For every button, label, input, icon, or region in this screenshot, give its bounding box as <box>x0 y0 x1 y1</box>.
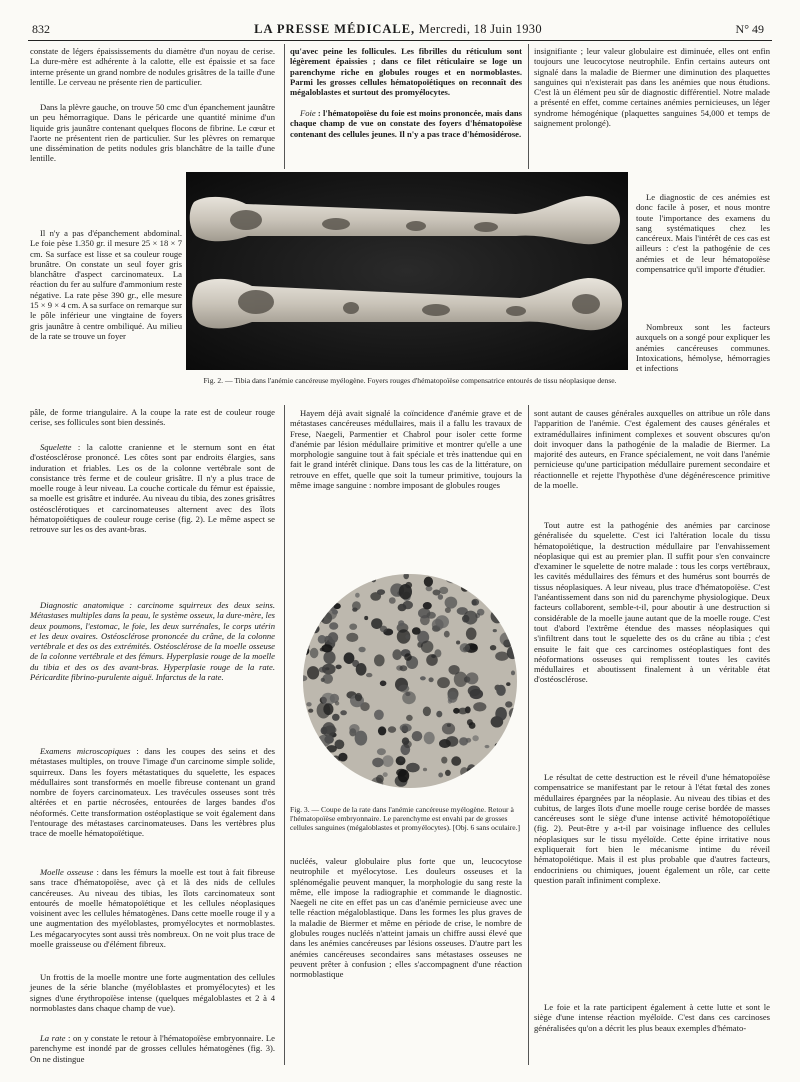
tibia-illustration <box>186 172 628 370</box>
journal-name: LA PRESSE MÉDICALE, <box>254 22 416 36</box>
column-rule-4 <box>528 405 529 1065</box>
issue-date: Mercredi, 18 Juin 1930 <box>418 22 542 36</box>
col3-para-pathogenie: Tout autre est la pathogénie des anémies par carcinose généralisée du squelette. C'est ici l'altération locale du tissu hématopoïétique, la destruction médullaire par l'envahissement néoplasique qui est au premier plan. Il suffit pour s'en convaincre d'examiner le squelette de notre malade : tous les corps vertébraux, les cavités médullaires des fémurs et des humérus sont bourrés de tissus néoplasiques. A leur niveau, plus trace d'hématopoïèse. C'est l'anéantissement dans son nid du parenchyme physiologique. Deux facteurs collaborent, semble-t-il, pour aboutir à une destruction si considérable de la moelle jaune autant que de la moelle rouge. C'est tout d'abord l'extrême étendue des masses néoplasiques qui s'infiltrent dans tout le squelette des os du crâne au tibia ; c'est ensuite le fait que ces carcinomes ostéoplastiques font des néoformations osseuses qui remplissent toutes les cavités médullaires et aboutissent finalement à un véritable état d'ostéosclérose. <box>534 520 770 685</box>
col3-para-resultat: Le résultat de cette destruction est le réveil d'une hématopoïèse compensatrice se manifestant par le retour à l'état fœtal des zones médullaires épargnées par la néoplasie. Au niveau des tibias et des cubitus, de larges îlots d'une moelle rouge cerise bordée de masses cancéreuses sont le siège d'une intense activité hémotopoïétique (fig. 2). Peut-être y a-t-il par voisinage influence des cellules néoplasiques sur le tissu myéloïde. Cette épine irritative nous expliquerait fort bien le mécanisme intime du réveil hématopoïétique. Mais il est plus probable que d'autres facteurs, endocriniens ou chimiques, jouent également un rôle, car cette question paraît infiniment complexe. <box>534 772 770 885</box>
page-header <box>28 22 768 40</box>
col2-para-1: qu'avec peine les follicules. Les fibrilles du réticulum sont légèrement épaissies ; dans ce filet réticulaire se loge un parenchyme riche en globules rouges et en normoblastes. Parmi les grosses cellules hématopoïétiques on reconnaît des mégaloblastes et surtout des promyélocytes. <box>290 46 522 98</box>
col3-para-causes: sont autant de causes générales auxquelles on attribue un rôle dans l'apparition de l'anémie. C'est également des causes générales et extramédullaires infiniment complexes et souvent obscures qu'on doit invoquer dans la pathogénie de la maladie de Biermer. La majorité des auteurs, en France spécialement, ne voit dans l'anémie pernicieuse qu'une participation médullaire purement secondaire et réactionnelle et rejette l'hypothèse d'une dégénérescence primitive de la moelle. <box>534 408 770 491</box>
col1-diagnostic: Diagnostic anatomique : carcinome squirreux des deux seins. Métastases multiples dans la peau, le système osseux, la dure-mère, les deux poumons, l'estomac, le foie, les deux surrénales, le corps utérin et les deux ovaires. Ostéosclérose prononcée du crâne, de la colonne vertébrale et des os des extrémités. Ostéosclérose de la moelle osseuse de la colonne vertébrale et des fémurs. Hyperplasie rouge de la moelle du tibia et des os des avant-bras. Hyperplasie rouge de la rate. Péricardite fibrino-purulente aiguë. Infarctus de la rate. <box>30 600 275 683</box>
col1-para-1: constate de légers épaississements du diamètre d'un noyau de cerise. La dure-mère est adhérente à la calotte, elle est épaissie et sa face interne présente un grand nombre de nodules grisâtres de la taille d'une lentille. Le cerveau ne présente rien de particulier. <box>30 46 275 87</box>
col2-para-hayem: Hayem déjà avait signalé la coïncidence d'anémie grave et de métastases cancéreuses médullaires, mais il a fallu les travaux de Frese, Naegeli, Parmentier et Chabrol pour isoler cette forme d'anémie par lésion médullaire primitive et montrer qu'elle a une morphologie sanguine tout à fait spéciale et très inattendue qui en fait le grand intérêt clinique. Dans tous les cas de la littérature, on retrouve en effet, quelle que soit la tumeur primitive, toujours la même image sanguine : nombre imposant de globules rouges <box>290 408 522 491</box>
col3-para-2: Le diagnostic de ces anémies est donc facile à poser, et nous montre toute l'importance des examens du sang systématiques chez les cancéreux. Mais l'intérêt de ces cas est ailleurs : c'est la pathogénie de ces anémies et de leur hématopoïèse compensatrice qu'il importe d'étudier. <box>636 192 770 275</box>
column-rule-2 <box>528 44 529 169</box>
col2-para-bottom: nucléés, valeur globulaire plus forte que un, leucocytose neutrophile et myélocytose. Les douleurs osseuses et la splénomégalie peuvent manquer, la morphologie du sang reste la même, elle impose la radiographie et commande le diagnostic. Naegeli ne cite en effet pas un cas d'anémie pernicieuse avec une telle réaction mégaloblastique. Dans les formes les plus graves de la maladie de Biermer et même en période de crise, le nombre de globules rouges nucléés n'atteint jamais un chiffre aussi élevé que dans les anémies cancéreuses par lésions osseuses. D'autre part les anémies cancéreuses secondaires sans métastases osseuses ne peuvent prêter à confusion ; elles s'accompagnent d'une réaction normoblastique <box>290 856 522 980</box>
col1-examens: Examens microscopiques : dans les coupes des seins et des métastases multiples, on trouve l'image d'un carcinome simple solide, squirreux. Dans les foyers métastatiques du squelette, les espaces médullaires sont transformés en moelle fibreuse contenant un grand nombre de foyers carcinomateux. Les travécules osseuses sont très altérées et en partie nécrosées, entourées de larges bandes d'os néoformés. Cette transformation ostéoplastique se voit également dans l'entourage des métastases carcinomateuses. Dans les vertèbres plus trace de moelle hématopoïétique. <box>30 746 275 839</box>
col3-para-3: Nombreux sont les facteurs auxquels on a songé pour expliquer les anémies cancéreuses communes. Intoxications, hémolyse, hémorragies et infections <box>636 322 770 374</box>
moelle-label: Moelle osseuse <box>40 867 94 877</box>
figure-2-caption: Fig. 2. — Tibia dans l'anémie cancéreuse myélogène. Foyers rouges d'hématopoïèse compensatrice entourés de tissu néoplasique dense. <box>203 376 617 385</box>
figure-3-micrograph <box>303 574 517 788</box>
col1-moelle: Moelle osseuse : dans les fémurs la moelle est tout à fait fibreuse sans trace d'hématopoïèse, avec çà et là des nids de cellules cancéreuses. Au niveau des tibias, les îlots carcinomateux sont entourés de moelle hématopoïétique et les cellules néoplasiques voisinent avec les cellules hématogènes. Dans cette moelle rouge il y a une augmentation des myéloblastes, promyélocytes et normoblastes. Les mégacaryocytes sont aussi très nombreux. On ne voit plus trace de moelle graisseuse ou d'élément fibreux. <box>30 867 275 950</box>
rate-label: La rate <box>40 1033 66 1043</box>
figure-3-caption: Fig. 3. — Coupe de la rate dans l'anémie cancéreuse myélogène. Retour à l'hématopoïèse embryonnaire. Le parenchyme est envahi par de grosses cellules sanguines (mégaloblastes et promyélocytes). [Obj. 6 sans oculaire.] <box>290 805 521 833</box>
col1-frottis: Un frottis de la moelle montre une forte augmentation des cellules jeunes de la série blanche (myéloblastes et promyélocytes) et les signes d'une érythropoïèse intense (quelques mégaloblastes et 2 à 4 normoblastes dans chaque champ de vue). <box>30 972 275 1013</box>
foie-label: Foie <box>300 108 316 118</box>
col1-rate: La rate : on y constate le retour à l'hématopoïèse embryonnaire. Le parenchyme est inondé par de grosses cellules hématogènes (fig. 3). On ne distingue <box>30 1033 275 1064</box>
examens-label: Examens microscopiques <box>40 746 131 756</box>
running-title <box>28 22 768 37</box>
col1-para-3: Il n'y a pas d'épanchement abdominal. Le foie pèse 1.350 gr. il mesure 25 × 18 × 7 cm. Sa surface est lisse et sa couleur rouge brunâtre. On constate un seul foyer gris blanchâtre d'aspect carcinomateux. La réaction du fer au sulfure d'ammonium reste négative. La rate pèse 390 gr., elle mesure 15 × 9 × 4 cm. A sa surface on remarque sur le pôle inférieur une vingtaine de foyers gris jaunâtre à centre ombiliqué. Au milieu de la rate se trouve un foyer <box>30 228 182 341</box>
col2-foie: Foie : l'hématopoïèse du foie est moins prononcée, mais dans chaque champ de vue on constate des foyers d'hématopoïèse contenant des cellules jeunes. Il n'y a pas trace d'hémosidérose. <box>290 108 522 139</box>
col1-para-2: Dans la plèvre gauche, on trouve 50 cmc d'un épanchement jaunâtre un peu hémorragique. Dans le péricarde une quantité minime d'un liquide gris jaunâtre contenant quelques flocons de fibrine. Le cœur et l'aorte ne présentent rien de particulier. Sur les plèvres on remarque une dissémination de petits nodules gris blanchâtre de la taille d'une lentille. <box>30 102 275 164</box>
header-rule <box>28 40 772 41</box>
col3-para-foie-rate: Le foie et la rate participent également à cette lutte et sont le siège d'une intense réaction myéloïde. C'est dans ces carcinoses généralisées qu'on a décrit les plus beaux exemples d'hémato- <box>534 1002 770 1033</box>
column-rule-1 <box>284 44 285 169</box>
squelette-label: Squelette <box>40 442 72 452</box>
col3-para-1: insignifiante ; leur valeur globulaire est diminuée, elles ont enfin toujours une leucocytose neutrophile. Enfin certains auteurs ont signalé dans la maladie de Biermer une diminution des plaquettes sanguines qui n'existerait pas dans les anémies que nous étudions. C'est là un élément peu sûr de diagnostic différentiel. Notre malade a présenté en effet, comme certaines anémies pernicieuses, un léger syndrome hémogénique (plaquettes sanguines 54,000 et temps de saignement prolongé). <box>534 46 770 129</box>
col1-para-4: pâle, de forme triangulaire. A la coupe la rate est de couleur rouge cerise, ses follicules sont bien dessinés. <box>30 407 275 428</box>
column-rule-3 <box>284 405 285 1065</box>
micrograph-cells <box>303 574 517 788</box>
figure-2-tibia-photo <box>186 172 628 370</box>
page-number: 832 <box>32 22 50 36</box>
issue-number: N° 49 <box>735 22 764 36</box>
col1-squelette: Squelette : la calotte cranienne et le sternum sont en état d'ostéosclérose prononcé. Les côtes sont par endroits élargies, sans induration et friables. Les os de la colonne vertébrale sont de consistance très ferme et de couleur grisâtre. Il n'y a plus trace de moelle rouge à leur niveau. La couche corticale du fémur est épaissie, sa moelle est grisâtre et indurée. Au niveau du tibia, des zones grisâtres ostéosclérotiques et carcinomateuses alternent avec des îlots hématopoïétiques de couleur rouge cerise (fig. 2). Le même aspect se retrouve sur les os des avant-bras. <box>30 442 275 535</box>
